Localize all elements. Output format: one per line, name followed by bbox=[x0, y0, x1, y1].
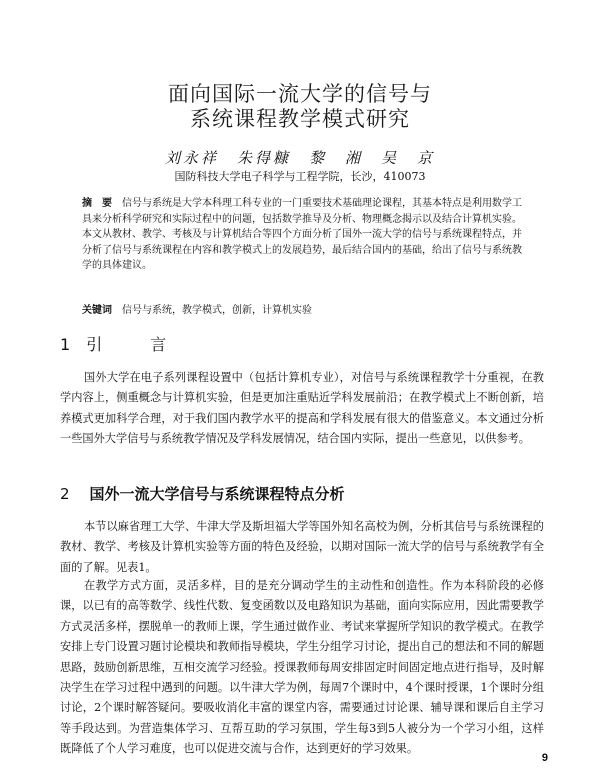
section-1-number: 1 bbox=[60, 335, 71, 354]
paper-title-line-1: 面向国际一流大学的信号与 bbox=[168, 82, 432, 106]
abstract bbox=[82, 196, 522, 274]
abstract-label: 摘 要 bbox=[82, 198, 112, 209]
keywords bbox=[82, 301, 522, 316]
paper-title-line-2: 系统课程教学模式研究 bbox=[190, 107, 410, 131]
section-2-title: 国外一流大学信号与系统课程特点分析 bbox=[89, 485, 345, 503]
section-1-paragraph: 国外大学在电子系列课程设置中（包括计算机专业），对信号与系统课程教学十分重视，在教学内容上，侧重概念与计算机实验，但是更加注重贴近学科发展前沿；在教学模式上不断创新，培养模式更加科学合理，对于我们国内教学水平的提高和学科发展有很大的借鉴意义。本文通过分析一些国外大学信号与系统教学情况及学科发展情况，结合国内实际，提出一些意见，以供参考。 bbox=[60, 371, 544, 446]
affiliation: 国防科技大学电子科学与工程学院，长沙，410073 bbox=[174, 170, 426, 183]
abstract-text: 信号与系统是大学本科理工科专业的一门重要技术基础理论课程，其基本特点是利用数学工具来分析科学研究和实际过程中的问题，包括数学推导及分析、物理概念揭示以及结合计算机实验。本文从教材、教学、考核及与计算机结合等四个方面分析了国外一流大学的信号与系统课程特点，并分析了信号与系统课程在内容和教学模式上的发展趋势，最后结合国内的基础，给出了信号与系统教学的具体建议。 bbox=[82, 198, 522, 272]
section-1-title: 引 言 bbox=[86, 335, 183, 354]
section-2-paragraph-2: 在教学方式方面，灵活多样，目的是充分调动学生的主动性和创造性。作为本科阶段的必修课，以已有的高等数学、线性代数、复变函数以及电路知识为基础，面向实际应用，因此需要教学方式灵活多样，摆脱单一的教师上课，学生通过做作业、考试来掌握所学知识的教学模式。在教学安排上专门设置习题讨论模块和教师指导模块，学生分组学习讨论，提出自己的想法和不同的解题思路，鼓励创新思维，互相交流学习经验。授课教师每周安排固定时间固定地点进行指导，及时解决学生在学习过程中遇到的问题。以牛津大学为例，每周7个课时中，4个课时授课，1个课时分组讨论，2个课时解答疑问。要吸收消化丰富的课堂内容，需要通过讨论课、辅导课和课后自主学习等手段达到。为营造集体学习、互帮互助的学习氛围，学生每3到5人被分为一个学习小组，这样既降低了个人学习难度，也可以促进交流与合作，达到更好的学习效果。 bbox=[60, 579, 544, 756]
keywords-text: 信号与系统，教学模式，创新，计算机实验 bbox=[122, 305, 312, 316]
section-2-paragraph-1: 本节以麻省理工大学、牛津大学及斯坦福大学等国外知名高校为例，分析其信号与系统课程的教材、教学、考核及计算机实验等方面的特色及经验，以期对国际一流大学的信号与系统教学有全面的了解。见表1。 bbox=[60, 520, 544, 574]
section-2-number: 2 bbox=[60, 485, 70, 503]
section-2-heading bbox=[60, 483, 345, 504]
keywords-label: 关键词 bbox=[82, 305, 112, 316]
authors: 刘永祥 朱得糠 黎 湘 吴 京 bbox=[164, 149, 435, 167]
page-number: 9 bbox=[541, 752, 548, 764]
section-1-heading bbox=[60, 332, 182, 355]
